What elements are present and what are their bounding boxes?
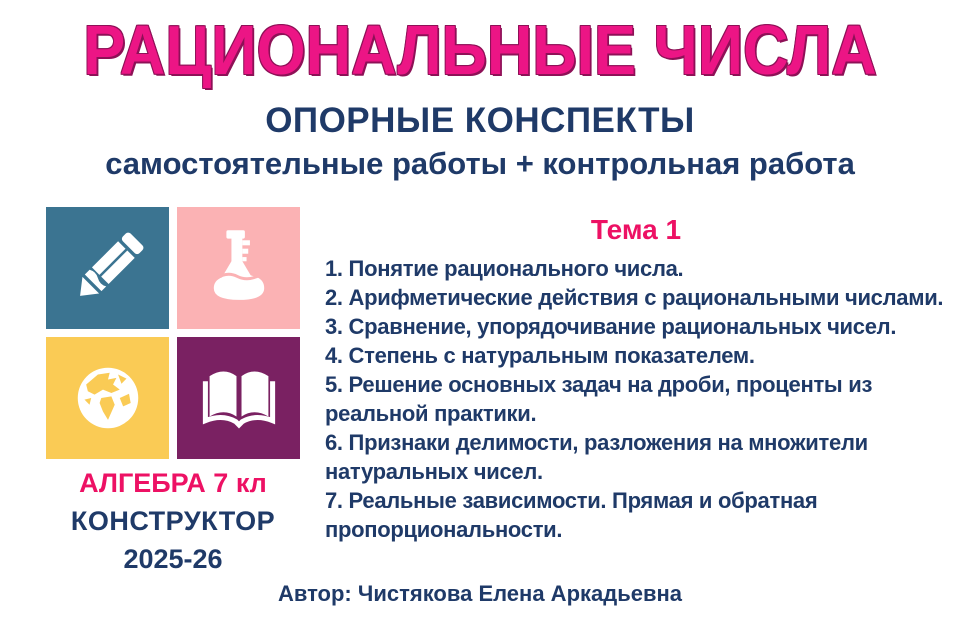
globe-icon bbox=[66, 356, 150, 440]
school-year-label: 2025-26 bbox=[123, 544, 223, 574]
list-item: 3. Сравнение, упорядочивание рациональных чисел. bbox=[325, 314, 897, 339]
open-book-icon bbox=[197, 356, 281, 440]
page-title: РАЦИОНАЛЬНЫЕ ЧИСЛА bbox=[83, 11, 877, 89]
page-subtitle-secondary: самостоятельные работы + контрольная работа bbox=[105, 146, 855, 181]
tile-pencil bbox=[46, 207, 169, 329]
tile-book bbox=[177, 337, 300, 459]
edition-block bbox=[30, 464, 316, 578]
topic-list bbox=[325, 254, 947, 544]
list-item: 4. Степень с натуральным показателем. bbox=[325, 343, 755, 368]
topic-heading: Тема 1 bbox=[590, 214, 682, 245]
page-subtitle: ОПОРНЫЕ КОНСПЕКТЫ bbox=[265, 101, 695, 140]
topic-section bbox=[325, 214, 947, 544]
list-item: 7. Реальные зависимости. Прямая и обратная пропорциональности. bbox=[325, 488, 818, 542]
tile-globe bbox=[46, 337, 169, 459]
author-line: Автор: Чистякова Елена Аркадьевна bbox=[277, 581, 683, 606]
list-item: 1. Понятие рационального числа. bbox=[325, 256, 684, 281]
product-label: КОНСТРУКТОР bbox=[70, 506, 276, 536]
list-item: 6. Признаки делимости, разложения на множители натуральных чисел. bbox=[325, 430, 868, 484]
pencil-icon bbox=[66, 226, 150, 310]
flask-icon bbox=[197, 226, 281, 310]
list-item: 5. Решение основных задач на дроби, проценты из реальной практики. bbox=[325, 372, 873, 426]
list-item: 2. Арифметические действия с рациональными числами. bbox=[325, 285, 944, 310]
tile-flask bbox=[177, 207, 300, 329]
subject-tile-grid bbox=[46, 207, 300, 459]
course-label: АЛГЕБРА 7 кл bbox=[79, 468, 267, 498]
